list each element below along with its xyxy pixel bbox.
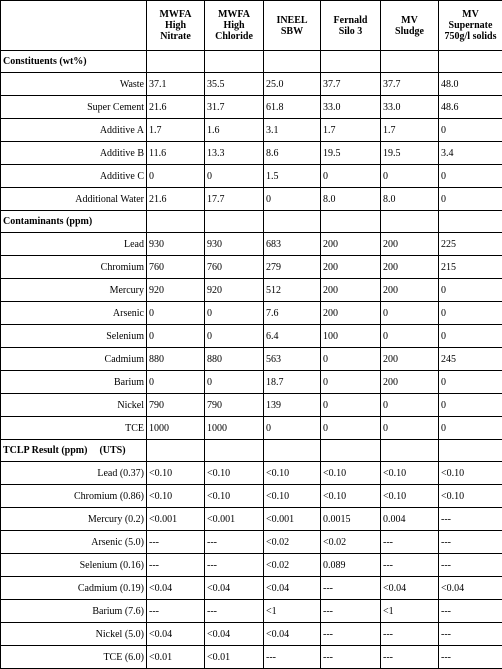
value-cell: <0.04 — [205, 577, 264, 600]
value-cell: 200 — [381, 371, 439, 394]
table-row — [1, 188, 502, 211]
row-label: TCE — [1, 417, 147, 440]
value-cell: 760 — [205, 256, 264, 279]
empty-cell — [439, 51, 502, 73]
value-cell: --- — [439, 646, 502, 669]
table-row — [1, 554, 502, 577]
row-label: Nickel (5.0) — [1, 623, 147, 646]
empty-cell — [439, 440, 502, 462]
value-cell: 35.5 — [205, 73, 264, 96]
value-cell: 1.7 — [381, 119, 439, 142]
row-label: Lead — [1, 233, 147, 256]
table-row — [1, 73, 502, 96]
empty-cell — [439, 211, 502, 233]
value-cell: <0.10 — [321, 462, 381, 485]
value-cell: 880 — [205, 348, 264, 371]
value-cell: --- — [439, 600, 502, 623]
value-cell: 0 — [321, 417, 381, 440]
value-cell: <0.10 — [205, 462, 264, 485]
value-cell: 0 — [381, 417, 439, 440]
empty-cell — [205, 51, 264, 73]
value-cell: 21.6 — [147, 188, 205, 211]
empty-cell — [381, 440, 439, 462]
value-cell: 17.7 — [205, 188, 264, 211]
value-cell: --- — [321, 646, 381, 669]
table-row — [1, 417, 502, 440]
value-cell: 0 — [321, 394, 381, 417]
table-row — [1, 646, 502, 669]
value-cell: 0 — [147, 165, 205, 188]
value-cell: 61.8 — [264, 96, 321, 119]
value-cell: 139 — [264, 394, 321, 417]
value-cell: 279 — [264, 256, 321, 279]
corner-cell — [1, 1, 147, 51]
value-cell: 245 — [439, 348, 502, 371]
value-cell: 0 — [439, 165, 502, 188]
value-cell: 683 — [264, 233, 321, 256]
value-cell: 225 — [439, 233, 502, 256]
value-cell: 930 — [147, 233, 205, 256]
value-cell: 920 — [147, 279, 205, 302]
empty-cell — [205, 211, 264, 233]
value-cell: 0 — [439, 417, 502, 440]
table-row — [1, 325, 502, 348]
value-cell: 19.5 — [381, 142, 439, 165]
section-row — [1, 440, 502, 462]
section-row — [1, 211, 502, 233]
value-cell: <1 — [381, 600, 439, 623]
value-cell: 880 — [147, 348, 205, 371]
section-title-text: Constituents (wt%) — [3, 56, 87, 67]
value-cell: 0 — [205, 165, 264, 188]
value-cell: 563 — [264, 348, 321, 371]
value-cell: <0.04 — [147, 623, 205, 646]
value-cell: 215 — [439, 256, 502, 279]
value-cell: <0.02 — [264, 531, 321, 554]
value-cell: 0 — [381, 325, 439, 348]
empty-cell — [264, 51, 321, 73]
value-cell: <0.04 — [147, 577, 205, 600]
column-header: Fernald Silo 3 — [321, 1, 381, 51]
value-cell: <0.001 — [205, 508, 264, 531]
value-cell: 200 — [321, 256, 381, 279]
value-cell: 37.7 — [381, 73, 439, 96]
value-cell: <0.02 — [264, 554, 321, 577]
row-label: Cadmium (0.19) — [1, 577, 147, 600]
value-cell: --- — [321, 577, 381, 600]
table-row — [1, 165, 502, 188]
table-row — [1, 142, 502, 165]
table-row — [1, 600, 502, 623]
value-cell: 200 — [321, 279, 381, 302]
value-cell: 0 — [439, 325, 502, 348]
value-cell: 21.6 — [147, 96, 205, 119]
value-cell: <0.10 — [321, 485, 381, 508]
value-cell: <0.10 — [381, 485, 439, 508]
value-cell: 0 — [205, 325, 264, 348]
value-cell: <0.001 — [264, 508, 321, 531]
value-cell: 0 — [147, 302, 205, 325]
row-label: Selenium (0.16) — [1, 554, 147, 577]
value-cell: 0 — [205, 371, 264, 394]
value-cell: <0.10 — [147, 462, 205, 485]
row-label: Mercury — [1, 279, 147, 302]
value-cell: 200 — [381, 233, 439, 256]
row-label: Barium — [1, 371, 147, 394]
value-cell: 25.0 — [264, 73, 321, 96]
column-header: MWFA High Nitrate — [147, 1, 205, 51]
row-label: Arsenic — [1, 302, 147, 325]
empty-cell — [264, 440, 321, 462]
value-cell: 200 — [381, 256, 439, 279]
value-cell: 1000 — [205, 417, 264, 440]
section-title-suffix: (UTS) — [99, 445, 125, 456]
value-cell: <0.10 — [439, 485, 502, 508]
value-cell: 1.7 — [321, 119, 381, 142]
value-cell: --- — [381, 554, 439, 577]
value-cell: <0.04 — [205, 623, 264, 646]
value-cell: 13.3 — [205, 142, 264, 165]
value-cell: <1 — [264, 600, 321, 623]
value-cell: --- — [205, 531, 264, 554]
row-label: Additional Water — [1, 188, 147, 211]
value-cell: --- — [147, 600, 205, 623]
value-cell: 19.5 — [321, 142, 381, 165]
value-cell: 0 — [439, 371, 502, 394]
table-row — [1, 279, 502, 302]
value-cell: 8.0 — [321, 188, 381, 211]
value-cell: 790 — [147, 394, 205, 417]
value-cell: --- — [381, 531, 439, 554]
value-cell: 0 — [439, 279, 502, 302]
row-label: Selenium — [1, 325, 147, 348]
value-cell: <0.10 — [381, 462, 439, 485]
value-cell: 8.6 — [264, 142, 321, 165]
value-cell: 200 — [381, 348, 439, 371]
column-header: INEEL SBW — [264, 1, 321, 51]
column-header: MV Supernate 750g/l solids — [439, 1, 502, 51]
value-cell: <0.10 — [439, 462, 502, 485]
table-row — [1, 119, 502, 142]
value-cell: <0.04 — [381, 577, 439, 600]
row-label: Cadmium — [1, 348, 147, 371]
section-title — [1, 440, 147, 462]
table-row — [1, 531, 502, 554]
value-cell: --- — [439, 623, 502, 646]
empty-cell — [264, 211, 321, 233]
value-cell: --- — [439, 508, 502, 531]
value-cell: 37.7 — [321, 73, 381, 96]
row-label: Chromium (0.86) — [1, 485, 147, 508]
row-label: Arsenic (5.0) — [1, 531, 147, 554]
column-header: MV Sludge — [381, 1, 439, 51]
value-cell: <0.10 — [205, 485, 264, 508]
value-cell: 3.4 — [439, 142, 502, 165]
row-label: TCE (6.0) — [1, 646, 147, 669]
value-cell: --- — [205, 554, 264, 577]
value-cell: 790 — [205, 394, 264, 417]
value-cell: 0.089 — [321, 554, 381, 577]
value-cell: 760 — [147, 256, 205, 279]
value-cell: 8.0 — [381, 188, 439, 211]
header-row — [1, 1, 502, 51]
value-cell: --- — [205, 600, 264, 623]
value-cell: 11.6 — [147, 142, 205, 165]
row-label: Chromium — [1, 256, 147, 279]
value-cell: --- — [439, 554, 502, 577]
empty-cell — [321, 440, 381, 462]
value-cell: 0 — [321, 165, 381, 188]
row-label: Lead (0.37) — [1, 462, 147, 485]
value-cell: 200 — [321, 233, 381, 256]
value-cell: 3.1 — [264, 119, 321, 142]
table-row — [1, 508, 502, 531]
row-label: Waste — [1, 73, 147, 96]
empty-cell — [381, 211, 439, 233]
value-cell: 920 — [205, 279, 264, 302]
table-row — [1, 96, 502, 119]
value-cell: 0 — [147, 325, 205, 348]
value-cell: 33.0 — [381, 96, 439, 119]
value-cell: 37.1 — [147, 73, 205, 96]
value-cell: 18.7 — [264, 371, 321, 394]
row-label: Mercury (0.2) — [1, 508, 147, 531]
empty-cell — [147, 440, 205, 462]
value-cell: --- — [147, 554, 205, 577]
empty-cell — [147, 51, 205, 73]
value-cell: --- — [381, 623, 439, 646]
value-cell: 100 — [321, 325, 381, 348]
value-cell: 0 — [381, 165, 439, 188]
value-cell: <0.10 — [147, 485, 205, 508]
value-cell: 200 — [321, 302, 381, 325]
value-cell: 0 — [321, 348, 381, 371]
value-cell: 0 — [439, 188, 502, 211]
value-cell: --- — [147, 531, 205, 554]
value-cell: <0.01 — [147, 646, 205, 669]
value-cell: <0.10 — [264, 485, 321, 508]
empty-cell — [321, 51, 381, 73]
row-label: Additive A — [1, 119, 147, 142]
value-cell: 1.6 — [205, 119, 264, 142]
row-label: Additive C — [1, 165, 147, 188]
table-row — [1, 394, 502, 417]
value-cell: 930 — [205, 233, 264, 256]
value-cell: 0 — [205, 302, 264, 325]
value-cell: 1000 — [147, 417, 205, 440]
value-cell: <0.04 — [264, 623, 321, 646]
table-row — [1, 302, 502, 325]
value-cell: 200 — [381, 279, 439, 302]
value-cell: 0 — [147, 371, 205, 394]
section-title-text: Contaminants (ppm) — [3, 216, 92, 227]
value-cell: 0.004 — [381, 508, 439, 531]
value-cell: 0 — [381, 302, 439, 325]
value-cell: 31.7 — [205, 96, 264, 119]
table-row — [1, 256, 502, 279]
table-row — [1, 348, 502, 371]
value-cell: --- — [264, 646, 321, 669]
empty-cell — [321, 211, 381, 233]
empty-cell — [147, 211, 205, 233]
row-label: Barium (7.6) — [1, 600, 147, 623]
row-label: Super Cement — [1, 96, 147, 119]
value-cell: 0.0015 — [321, 508, 381, 531]
table-row — [1, 623, 502, 646]
value-cell: 7.6 — [264, 302, 321, 325]
value-cell: --- — [321, 600, 381, 623]
table-row — [1, 485, 502, 508]
value-cell: 0 — [439, 302, 502, 325]
table-row — [1, 233, 502, 256]
value-cell: <0.02 — [321, 531, 381, 554]
value-cell: 6.4 — [264, 325, 321, 348]
value-cell: 0 — [439, 119, 502, 142]
section-title — [1, 211, 147, 233]
empty-cell — [205, 440, 264, 462]
value-cell: --- — [439, 531, 502, 554]
value-cell: 0 — [264, 188, 321, 211]
table-row — [1, 371, 502, 394]
value-cell: 0 — [264, 417, 321, 440]
value-cell: 1.7 — [147, 119, 205, 142]
empty-cell — [381, 51, 439, 73]
value-cell: <0.01 — [205, 646, 264, 669]
section-title — [1, 51, 147, 73]
section-row — [1, 51, 502, 73]
value-cell: 33.0 — [321, 96, 381, 119]
value-cell: 0 — [381, 394, 439, 417]
value-cell: 0 — [321, 371, 381, 394]
section-title-text: TCLP Result (ppm) — [3, 445, 87, 456]
value-cell: <0.10 — [264, 462, 321, 485]
value-cell: --- — [321, 623, 381, 646]
table-row — [1, 462, 502, 485]
value-cell: <0.001 — [147, 508, 205, 531]
value-cell: 48.6 — [439, 96, 502, 119]
table-body — [1, 1, 502, 669]
table-row — [1, 577, 502, 600]
row-label: Nickel — [1, 394, 147, 417]
column-header: MWFA High Chloride — [205, 1, 264, 51]
value-cell: 48.0 — [439, 73, 502, 96]
row-label: Additive B — [1, 142, 147, 165]
value-cell: 1.5 — [264, 165, 321, 188]
value-cell: --- — [381, 646, 439, 669]
value-cell: <0.04 — [439, 577, 502, 600]
value-cell: <0.04 — [264, 577, 321, 600]
value-cell: 512 — [264, 279, 321, 302]
value-cell: 0 — [439, 394, 502, 417]
